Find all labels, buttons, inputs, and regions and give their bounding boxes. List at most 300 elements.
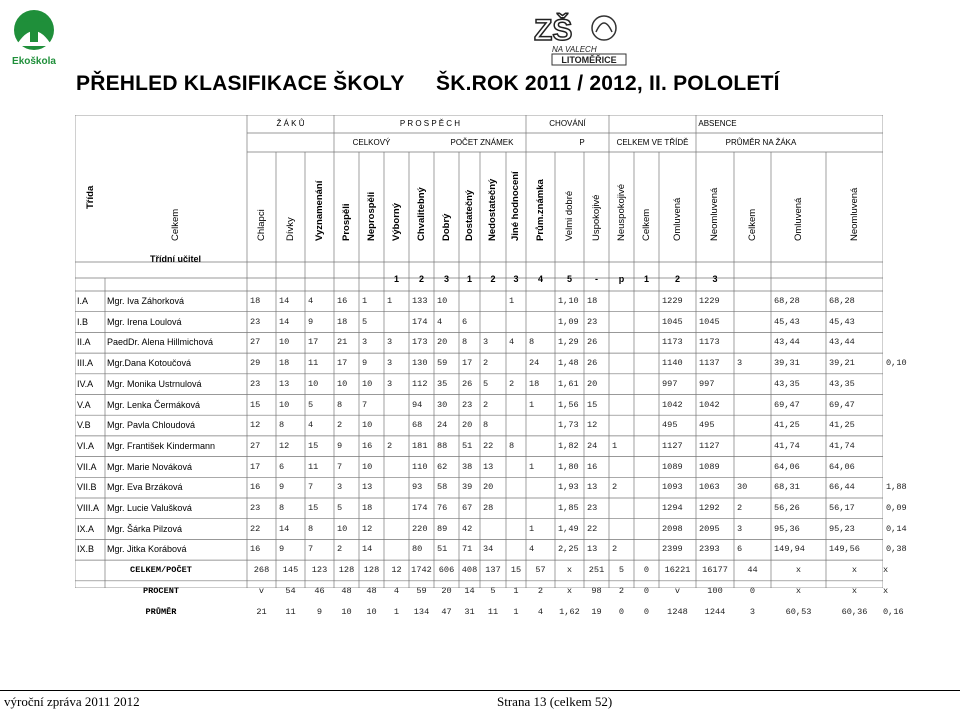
header-pocet-znamek: POČET ZNÁMEK <box>450 138 514 147</box>
cell-9-12: 1,93 <box>558 482 579 493</box>
cell-6-3: 2 <box>337 420 343 431</box>
cell-5-7: 30 <box>437 399 448 410</box>
cell-2-17: 1173 <box>699 337 720 348</box>
cell-5-9: 2 <box>483 399 489 410</box>
cell-2-9: 3 <box>483 337 489 348</box>
cell-9-14: 2 <box>612 482 618 493</box>
cell-4-11: 18 <box>529 378 540 389</box>
summary-cell-2-5: 1 <box>393 606 400 617</box>
cell-10-1: 8 <box>279 503 285 513</box>
cell-9-20: 66,44 <box>829 482 855 493</box>
summary-cell-0-8: 408 <box>461 565 478 576</box>
header-col-12: Prům.známka <box>534 179 546 241</box>
summary-cell-2-8: 31 <box>464 606 475 617</box>
cell-2-10: 4 <box>509 337 515 348</box>
header-col-5: Neprospěli <box>365 191 377 241</box>
header-col-10: Nedostatečný <box>487 178 498 241</box>
teacher-name-1: Mgr. Irena Loulová <box>107 316 182 327</box>
header-col-2: Dívky <box>284 217 296 241</box>
cell-8-11: 1 <box>529 461 535 472</box>
cell-8-20: 64,06 <box>829 461 855 472</box>
cell-12-13: 13 <box>587 544 598 555</box>
cell-10-4: 18 <box>362 503 373 513</box>
header-col-17: Omluvená <box>671 197 683 241</box>
cell-8-4: 10 <box>362 461 373 472</box>
summary-cell-0-12: x <box>566 565 573 576</box>
cell-9-21: 1,88 <box>886 482 907 493</box>
summary-cell-0-5: 12 <box>391 565 402 576</box>
cell-2-6: 173 <box>412 337 428 348</box>
cell-7-2: 15 <box>308 440 319 451</box>
header-num-6: 4 <box>537 274 543 284</box>
cell-6-17: 495 <box>699 420 715 431</box>
cell-11-17: 2095 <box>699 523 720 534</box>
header-col-3: Vyznamenání <box>313 180 325 241</box>
teacher-name-7: Mgr. František Kindermann <box>107 440 216 451</box>
cell-8-0: 17 <box>250 461 261 472</box>
cell-2-5: 3 <box>387 337 393 348</box>
cell-7-10: 8 <box>509 440 515 451</box>
cell-9-7: 58 <box>437 482 448 493</box>
header-absence: ABSENCE <box>698 119 737 128</box>
cell-7-19: 41,74 <box>774 440 800 451</box>
summary-cell-1-12: x <box>566 585 573 596</box>
cell-9-4: 13 <box>362 482 373 493</box>
summary-label-1: PROCENT <box>142 585 180 596</box>
cell-12-8: 71 <box>462 544 473 555</box>
school-year-title: ŠK.ROK 2011 / 2012, II. POLOLETÍ <box>436 72 780 95</box>
teacher-name-3: Mgr.Dana Kotoučová <box>107 358 192 369</box>
table-gridlines <box>75 115 883 588</box>
cell-11-16: 2098 <box>662 523 683 534</box>
cell-10-21: 0,09 <box>886 503 907 513</box>
cell-1-13: 23 <box>587 316 598 327</box>
summary-cell-0-19: x <box>795 565 802 576</box>
cell-7-5: 2 <box>387 440 393 451</box>
summary-cell-0-6: 1742 <box>411 565 432 576</box>
summary-cell-1-16: v <box>674 585 681 596</box>
header-col-8: Dobrý <box>440 213 452 241</box>
cell-12-17: 2393 <box>699 544 720 555</box>
header-col-1: Chlapci <box>255 209 267 241</box>
cell-0-20: 68,28 <box>829 296 855 306</box>
summary-cell-1-4: 48 <box>366 585 377 596</box>
cell-3-9: 2 <box>483 358 489 369</box>
cell-4-20: 43,35 <box>829 378 855 389</box>
cell-3-12: 1,48 <box>558 358 579 369</box>
cell-2-8: 8 <box>462 337 468 348</box>
summary-cell-0-13: 251 <box>588 565 605 576</box>
cell-4-8: 26 <box>462 378 473 389</box>
footer-rule <box>0 690 960 691</box>
cell-4-13: 20 <box>587 378 598 389</box>
cell-3-13: 26 <box>587 358 598 369</box>
cell-11-20: 95,23 <box>829 523 855 534</box>
cell-2-3: 21 <box>337 337 348 348</box>
teacher-name-12: Mgr. Jitka Korábová <box>107 544 187 555</box>
summary-cell-0-9: 137 <box>485 565 501 576</box>
header-prumer-na-zaka: PRŮMĚR NA ŽÁKA <box>725 138 797 147</box>
summary-cell-0-18: 44 <box>747 565 758 576</box>
header-chovani: CHOVÁNÍ <box>549 119 586 128</box>
summary-cell-2-0: 21 <box>256 606 267 617</box>
cell-0-1: 14 <box>279 296 290 306</box>
cell-12-16: 2399 <box>662 544 683 555</box>
svg-text:LITOMĚŘICE: LITOMĚŘICE <box>561 55 617 65</box>
cell-7-14: 1 <box>612 440 618 451</box>
svg-text:Ekoškola: Ekoškola <box>12 56 56 67</box>
header-col-4: Prospěli <box>340 203 352 241</box>
summary-cell-2-16: 1248 <box>667 606 688 617</box>
school-logo <box>524 10 640 66</box>
cell-3-4: 9 <box>362 358 368 369</box>
cell-7-0: 27 <box>250 440 261 451</box>
summary-cell-0-0: 268 <box>253 565 270 576</box>
cell-7-20: 41,74 <box>829 440 855 451</box>
cell-3-0: 29 <box>250 358 261 369</box>
cell-9-17: 1063 <box>699 482 720 493</box>
cell-11-3: 10 <box>337 523 348 534</box>
summary-cell-0-10: 15 <box>510 565 522 576</box>
cell-4-7: 35 <box>437 378 448 389</box>
summary-cell-2-15: 0 <box>643 606 650 617</box>
cell-3-21: 0,10 <box>886 358 907 369</box>
cell-8-6: 110 <box>412 461 428 472</box>
cell-10-16: 1294 <box>662 503 683 513</box>
cell-12-6: 80 <box>412 544 423 555</box>
summary-cell-1-11: 2 <box>537 585 544 596</box>
cell-12-12: 2,25 <box>558 544 579 555</box>
summary-cell-2-20: 60,36 <box>841 606 868 617</box>
cell-9-16: 1093 <box>662 482 683 493</box>
cell-7-6: 181 <box>412 440 428 451</box>
cell-10-20: 56,17 <box>829 503 855 513</box>
cell-9-18: 30 <box>737 482 748 493</box>
class-label-12: IX.B <box>77 544 95 555</box>
class-label-11: IX.A <box>77 523 95 534</box>
cell-11-4: 12 <box>362 523 373 534</box>
cell-11-12: 1,49 <box>558 523 579 534</box>
cell-6-9: 8 <box>483 420 489 431</box>
cell-6-2: 4 <box>308 420 314 431</box>
cell-10-9: 28 <box>483 503 494 513</box>
summary-cell-2-10: 1 <box>513 606 519 617</box>
header-trida: Třída <box>85 185 96 209</box>
cell-3-11: 24 <box>529 358 540 369</box>
cell-1-1: 14 <box>279 316 290 327</box>
cell-8-17: 1089 <box>699 461 720 472</box>
cell-11-1: 14 <box>279 523 290 534</box>
summary-cell-1-9: 5 <box>490 585 496 596</box>
cell-4-1: 13 <box>279 378 290 389</box>
summary-cell-2-9: 11 <box>487 606 499 617</box>
class-label-6: V.B <box>77 420 91 431</box>
summary-label-0: CELKEM/POČET <box>130 565 192 576</box>
cell-3-19: 39,31 <box>774 358 800 369</box>
header-celkem-ve-tride: CELKEM VE TŘÍDĚ <box>616 138 689 147</box>
cell-3-8: 17 <box>462 358 473 369</box>
header-p: P <box>579 138 585 147</box>
cell-1-19: 45,43 <box>774 316 800 327</box>
summary-cell-1-19: x <box>795 585 802 596</box>
cell-2-0: 27 <box>250 337 261 348</box>
cell-3-2: 11 <box>308 358 319 369</box>
cell-4-16: 997 <box>662 378 678 389</box>
cell-6-13: 12 <box>587 420 598 431</box>
cell-4-4: 10 <box>362 378 373 389</box>
cell-1-2: 9 <box>308 316 314 327</box>
cell-12-2: 7 <box>308 544 314 555</box>
cell-2-20: 43,44 <box>829 337 855 348</box>
cell-8-8: 38 <box>462 461 473 472</box>
summary-cell-2-11: 4 <box>537 606 544 617</box>
cell-9-9: 20 <box>483 482 494 493</box>
cell-6-4: 10 <box>362 420 373 431</box>
header-num-8: - <box>595 274 598 284</box>
cell-11-8: 42 <box>462 523 473 534</box>
cell-5-6: 94 <box>412 399 423 410</box>
header-col-15: Neuspokojivé <box>615 183 627 241</box>
summary-cell-2-4: 10 <box>366 606 377 617</box>
summary-cell-0-21: x <box>883 565 889 576</box>
header-prospech: P R O S P Ě C H <box>399 119 461 128</box>
class-label-4: IV.A <box>77 378 94 389</box>
cell-8-1: 6 <box>279 461 285 472</box>
summary-cell-1-17: 100 <box>707 585 723 596</box>
cell-12-7: 51 <box>437 544 448 555</box>
cell-10-2: 15 <box>308 503 319 513</box>
cell-3-20: 39,21 <box>829 358 855 369</box>
summary-cell-1-10: 1 <box>513 585 519 596</box>
summary-cell-2-1: 11 <box>285 606 296 617</box>
summary-cell-1-14: 2 <box>618 585 625 596</box>
cell-10-13: 23 <box>587 503 598 513</box>
teacher-name-9: Mgr. Eva Brzáková <box>107 482 183 493</box>
cell-2-11: 8 <box>529 337 535 348</box>
class-label-8: VII.A <box>77 461 97 472</box>
cell-12-14: 2 <box>612 544 618 555</box>
cell-8-7: 62 <box>437 461 448 472</box>
cell-10-6: 174 <box>412 503 428 513</box>
cell-1-6: 174 <box>412 316 428 327</box>
header-tridni-ucitel: Třídní učitel <box>150 254 202 264</box>
summary-cell-0-1: 145 <box>282 565 299 576</box>
cell-10-18: 2 <box>737 503 743 513</box>
cell-7-4: 16 <box>362 440 373 451</box>
class-label-7: VI.A <box>77 440 95 451</box>
cell-8-3: 7 <box>337 461 343 472</box>
cell-4-3: 10 <box>337 378 348 389</box>
class-label-2: II.A <box>77 337 91 348</box>
header-col-20: Omluvená <box>792 197 804 241</box>
cell-5-12: 1,56 <box>558 399 579 410</box>
cell-2-19: 43,44 <box>774 337 800 348</box>
cell-2-2: 17 <box>308 337 319 348</box>
cell-9-19: 68,31 <box>774 482 800 493</box>
teacher-name-8: Mgr. Marie Nováková <box>107 461 193 472</box>
cell-0-3: 16 <box>337 296 348 306</box>
summary-cell-1-18: 0 <box>749 585 756 596</box>
cell-12-4: 14 <box>362 544 373 555</box>
cell-1-0: 23 <box>250 316 261 327</box>
header-col-9: Dostatečný <box>463 189 475 241</box>
summary-cell-0-14: 5 <box>618 565 625 576</box>
summary-cell-2-21: 0,16 <box>883 606 904 617</box>
cell-6-8: 20 <box>462 420 473 431</box>
summary-cell-2-2: 9 <box>316 606 323 617</box>
summary-cell-2-12: 1,62 <box>559 606 580 617</box>
summary-cell-2-3: 10 <box>341 606 352 617</box>
cell-6-0: 12 <box>250 420 261 431</box>
cell-11-0: 22 <box>250 523 261 534</box>
cell-4-17: 997 <box>699 378 715 389</box>
cell-11-18: 3 <box>737 523 743 534</box>
cell-5-17: 1042 <box>699 399 720 410</box>
cell-2-4: 3 <box>362 337 368 348</box>
header-col-16: Celkem <box>640 208 652 241</box>
cell-1-4: 5 <box>362 316 368 327</box>
teacher-name-4: Mgr. Monika Ustrnulová <box>107 378 202 389</box>
cell-8-19: 64,06 <box>774 461 800 472</box>
summary-cell-1-1: 54 <box>285 585 296 596</box>
header-col-13: Velmi dobré <box>563 190 575 241</box>
summary-cell-1-3: 48 <box>341 585 352 596</box>
cell-8-16: 1089 <box>662 461 683 472</box>
svg-text:ZŠ: ZŠ <box>534 14 573 47</box>
cell-10-7: 76 <box>437 503 448 513</box>
cell-4-10: 2 <box>509 378 515 389</box>
ekoskola-logo <box>6 6 62 68</box>
cell-7-13: 24 <box>587 440 598 451</box>
cell-6-12: 1,73 <box>558 420 579 431</box>
summary-cell-0-15: 0 <box>643 565 650 576</box>
cell-6-19: 41,25 <box>774 420 800 431</box>
cell-4-0: 23 <box>250 378 261 389</box>
summary-cell-0-17: 16177 <box>702 565 728 576</box>
svg-text:NA VALECH: NA VALECH <box>552 45 597 54</box>
cell-8-9: 13 <box>483 461 494 472</box>
cell-5-3: 8 <box>337 399 343 410</box>
cell-11-13: 22 <box>587 523 598 534</box>
cell-12-19: 149,94 <box>774 544 805 555</box>
cell-10-12: 1,85 <box>558 503 579 513</box>
summary-cell-2-14: 0 <box>618 606 625 617</box>
header-col-11: Jiné hodnocení <box>510 171 521 241</box>
cell-7-8: 51 <box>462 440 473 451</box>
header-num-9: p <box>618 274 625 284</box>
cell-0-16: 1229 <box>662 296 683 306</box>
header-num-0: 1 <box>393 274 399 284</box>
summary-cell-1-6: 59 <box>416 585 427 596</box>
cell-12-11: 4 <box>529 544 535 555</box>
cell-5-13: 15 <box>587 399 598 410</box>
cell-3-18: 3 <box>737 358 743 369</box>
header-col-6: Výborný <box>390 202 402 241</box>
cell-0-5: 1 <box>387 296 393 306</box>
teacher-name-10: Mgr. Lucie Valušková <box>107 503 192 513</box>
classification-table <box>75 115 907 617</box>
cell-3-6: 130 <box>412 358 428 369</box>
cell-3-7: 59 <box>437 358 448 369</box>
header-col-21: Neomluvená <box>848 187 860 241</box>
cell-11-7: 89 <box>437 523 448 534</box>
cell-4-19: 43,35 <box>774 378 800 389</box>
summary-cell-2-7: 47 <box>441 606 452 617</box>
cell-6-20: 41,25 <box>829 420 855 431</box>
class-label-9: VII.B <box>77 482 97 493</box>
page-title: PŘEHLED KLASIFIKACE ŠKOLY <box>76 72 405 95</box>
cell-7-1: 12 <box>279 440 290 451</box>
summary-cell-1-8: 14 <box>464 585 475 596</box>
header-num-7: 5 <box>566 274 572 284</box>
cell-10-8: 67 <box>462 503 473 513</box>
cell-4-6: 112 <box>412 378 428 389</box>
cell-7-16: 1127 <box>662 440 683 451</box>
cell-2-7: 20 <box>437 337 448 348</box>
class-label-5: V.A <box>77 399 91 410</box>
cell-6-16: 495 <box>662 420 678 431</box>
header-col-18: Neomluvená <box>709 187 720 241</box>
header-zaku: Ž Á K Ů <box>276 119 305 128</box>
cell-9-6: 93 <box>412 482 423 493</box>
cell-2-13: 26 <box>587 337 598 348</box>
cell-12-0: 16 <box>250 544 261 555</box>
cell-9-8: 39 <box>462 482 473 493</box>
header-celkovy: CELKOVÝ <box>352 138 391 147</box>
header-num-2: 3 <box>443 274 449 284</box>
summary-label-2: PRŮMĚR <box>145 606 177 617</box>
cell-2-16: 1173 <box>662 337 683 348</box>
cell-12-20: 149,56 <box>829 544 860 555</box>
cell-0-7: 10 <box>437 296 448 306</box>
cell-3-17: 1137 <box>699 358 720 369</box>
cell-0-6: 133 <box>412 296 428 306</box>
header-col-0: Celkem <box>170 208 181 241</box>
cell-8-2: 11 <box>308 461 319 472</box>
cell-0-10: 1 <box>509 296 515 306</box>
cell-11-11: 1 <box>529 523 535 534</box>
teacher-name-6: Mgr. Pavla Chloudová <box>107 420 196 431</box>
footer-left: výroční zpráva 2011 2012 <box>4 694 140 709</box>
cell-12-21: 0,38 <box>886 544 907 555</box>
cell-10-17: 1292 <box>699 503 720 513</box>
cell-5-1: 10 <box>279 399 290 410</box>
teacher-name-0: Mgr. Iva Záhorková <box>107 296 185 306</box>
cell-1-12: 1,09 <box>558 316 579 327</box>
cell-5-0: 15 <box>250 399 261 410</box>
header-num-4: 2 <box>490 274 496 284</box>
teacher-name-2: PaedDr. Alena Hillmichová <box>107 337 214 348</box>
cell-6-1: 8 <box>279 420 285 431</box>
summary-cell-2-19: 60,53 <box>785 606 812 617</box>
class-label-1: I.B <box>77 316 89 327</box>
cell-3-3: 17 <box>337 358 348 369</box>
header-num-3: 1 <box>466 274 472 284</box>
summary-cell-2-13: 19 <box>591 606 602 617</box>
cell-3-5: 3 <box>387 358 393 369</box>
summary-cell-0-2: 123 <box>311 565 328 576</box>
cell-0-17: 1229 <box>699 296 720 306</box>
cell-4-2: 10 <box>308 378 319 389</box>
cell-0-2: 4 <box>308 296 314 306</box>
summary-cell-2-6: 134 <box>413 606 430 617</box>
summary-cell-0-11: 57 <box>535 565 546 576</box>
footer-page: Strana 13 (celkem 52) <box>497 694 613 709</box>
cell-7-12: 1,82 <box>558 440 579 451</box>
cell-3-1: 18 <box>279 358 290 369</box>
cell-8-13: 16 <box>587 461 598 472</box>
summary-cell-1-5: 4 <box>393 585 400 596</box>
